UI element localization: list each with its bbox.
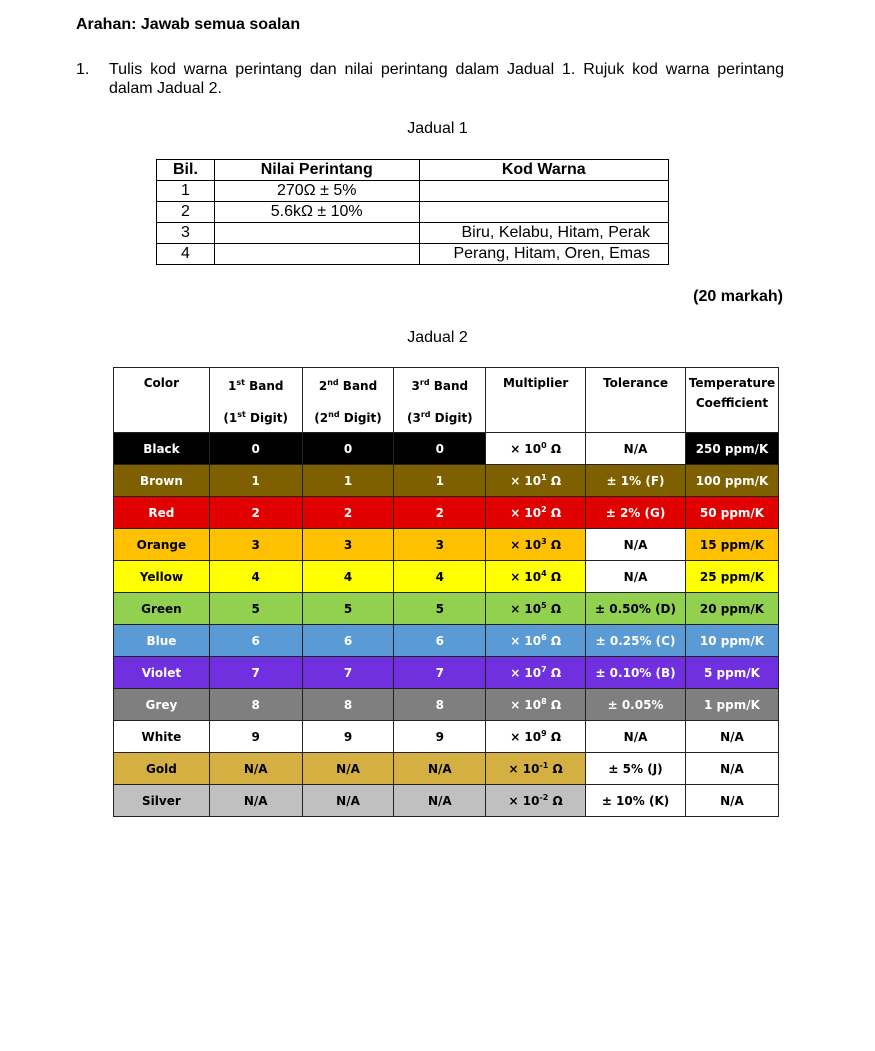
digit2-cell: N/A [302,753,394,785]
tolerance-cell: ± 0.50% (D) [586,593,686,625]
color-name-cell: Yellow [114,561,210,593]
color-name-cell: Black [114,433,210,465]
table2-header-band2: 2nd Band (2nd Digit) [302,368,394,433]
digit2-cell: 4 [302,561,394,593]
instruction-heading: Arahan: Jawab semua soalan [76,16,301,33]
table-1 [156,159,669,265]
table1-cell-kod: Biru, Kelabu, Hitam, Perak [419,223,668,244]
digit1-cell: 7 [209,657,302,689]
digit3-cell: 9 [394,721,486,753]
digit3-cell: 8 [394,689,486,721]
digit2-cell: 0 [302,433,394,465]
digit3-cell: 2 [394,497,486,529]
digit2-cell: 1 [302,465,394,497]
question-number: 1. [76,61,90,78]
tolerance-cell: ± 0.25% (C) [586,625,686,657]
tolerance-cell: N/A [586,721,686,753]
tolerance-cell: ± 2% (G) [586,497,686,529]
digit2-cell: 2 [302,497,394,529]
color-name-cell: Violet [114,657,210,689]
temp-coefficient-cell: N/A [685,753,778,785]
temp-coefficient-cell: 5 ppm/K [685,657,778,689]
digit1-cell: 9 [209,721,302,753]
color-name-cell: Brown [114,465,210,497]
temp-coefficient-cell: 15 ppm/K [685,529,778,561]
table1-cell-bil: 1 [157,181,215,202]
color-row-blue [114,625,779,657]
temp-coefficient-cell: 10 ppm/K [685,625,778,657]
table1-cell-nilai: 5.6kΩ ± 10% [214,202,419,223]
multiplier-cell: × $10^0$ Ω [486,433,586,465]
tolerance-cell: N/A [586,561,686,593]
color-row-white [114,721,779,753]
digit3-cell: N/A [394,785,486,817]
digit2-cell: 5 [302,593,394,625]
color-row-gold [114,753,779,785]
tolerance-cell: ± 0.05% [586,689,686,721]
table1-header-bil: Bil. [157,160,215,181]
marks-label: (20 markah) [693,288,783,305]
temp-coefficient-cell: 1 ppm/K [685,689,778,721]
tolerance-cell: ± 5% (J) [586,753,686,785]
color-row-yellow [114,561,779,593]
multiplier-cell: × $10^7$ Ω [486,657,586,689]
table1-cell-bil: 4 [157,244,215,265]
color-row-violet [114,657,779,689]
digit1-cell: 1 [209,465,302,497]
table2-caption: Jadual 2 [407,329,468,346]
color-name-cell: White [114,721,210,753]
digit1-cell: N/A [209,785,302,817]
tolerance-cell: ± 10% (K) [586,785,686,817]
table1-cell-bil: 2 [157,202,215,223]
digit1-cell: N/A [209,753,302,785]
table1-header-row [157,160,669,181]
table1-row [157,181,669,202]
digit3-cell: N/A [394,753,486,785]
temp-coefficient-cell: 20 ppm/K [685,593,778,625]
digit3-cell: 4 [394,561,486,593]
digit2-cell: N/A [302,785,394,817]
multiplier-cell: × $10^3$ Ω [486,529,586,561]
table1-cell-kod [419,181,668,202]
multiplier-cell: × $10^9$ Ω [486,721,586,753]
tolerance-cell: ± 1% (F) [586,465,686,497]
color-row-green [114,593,779,625]
color-row-orange [114,529,779,561]
temp-coefficient-cell: N/A [685,721,778,753]
table2-header-color: Color [114,368,210,433]
digit3-cell: 7 [394,657,486,689]
color-row-black [114,433,779,465]
digit3-cell: 1 [394,465,486,497]
table1-cell-kod: Perang, Hitam, Oren, Emas [419,244,668,265]
digit3-cell: 0 [394,433,486,465]
digit2-cell: 6 [302,625,394,657]
question-text: Tulis kod warna perintang dan nilai perintang dalam Jadual 1. Rujuk kod warna perintang dalam Jadual 2. [109,61,784,97]
table2-header-temperature: Temperature Coefficient [685,368,778,433]
tolerance-cell: ± 0.10% (B) [586,657,686,689]
table1-caption: Jadual 1 [407,120,468,137]
temp-coefficient-cell: 250 ppm/K [685,433,778,465]
multiplier-cell: × $10^{-1}$ Ω [486,753,586,785]
color-name-cell: Silver [114,785,210,817]
color-row-red [114,497,779,529]
multiplier-cell: × $10^1$ Ω [486,465,586,497]
color-row-brown [114,465,779,497]
color-name-cell: Gold [114,753,210,785]
digit3-cell: 3 [394,529,486,561]
table1-cell-kod [419,202,668,223]
digit1-cell: 4 [209,561,302,593]
table-2 [113,367,779,817]
temp-coefficient-cell: 50 ppm/K [685,497,778,529]
table2-header-band3: 3rd Band (3rd Digit) [394,368,486,433]
digit3-cell: 5 [394,593,486,625]
digit1-cell: 0 [209,433,302,465]
color-name-cell: Blue [114,625,210,657]
tolerance-cell: N/A [586,433,686,465]
digit1-cell: 3 [209,529,302,561]
color-row-silver [114,785,779,817]
tolerance-cell: N/A [586,529,686,561]
table2-header-multiplier: Multiplier [486,368,586,433]
digit1-cell: 2 [209,497,302,529]
multiplier-cell: × $10^2$ Ω [486,497,586,529]
multiplier-cell: × $10^{-2}$ Ω [486,785,586,817]
digit1-cell: 5 [209,593,302,625]
table2-body [114,433,779,817]
table1-header-kod: Kod Warna [419,160,668,181]
table2-header-band1: 1st Band (1st Digit) [209,368,302,433]
table1-cell-nilai: 270Ω ± 5% [214,181,419,202]
multiplier-cell: × $10^8$ Ω [486,689,586,721]
color-name-cell: Orange [114,529,210,561]
table1-row [157,223,669,244]
color-name-cell: Red [114,497,210,529]
question-1 [76,60,784,98]
color-name-cell: Green [114,593,210,625]
color-row-grey [114,689,779,721]
digit2-cell: 7 [302,657,394,689]
multiplier-cell: × $10^4$ Ω [486,561,586,593]
digit2-cell: 9 [302,721,394,753]
table1-cell-bil: 3 [157,223,215,244]
digit2-cell: 8 [302,689,394,721]
temp-coefficient-cell: N/A [685,785,778,817]
table1-header-nilai: Nilai Perintang [214,160,419,181]
color-name-cell: Grey [114,689,210,721]
digit1-cell: 8 [209,689,302,721]
digit2-cell: 3 [302,529,394,561]
table1-row [157,202,669,223]
temp-coefficient-cell: 25 ppm/K [685,561,778,593]
table1-cell-nilai [214,244,419,265]
table1-cell-nilai [214,223,419,244]
digit1-cell: 6 [209,625,302,657]
table1-row [157,244,669,265]
table2-header-tolerance: Tolerance [586,368,686,433]
table2-header-row [114,368,779,433]
digit3-cell: 6 [394,625,486,657]
multiplier-cell: × $10^6$ Ω [486,625,586,657]
temp-coefficient-cell: 100 ppm/K [685,465,778,497]
multiplier-cell: × $10^5$ Ω [486,593,586,625]
